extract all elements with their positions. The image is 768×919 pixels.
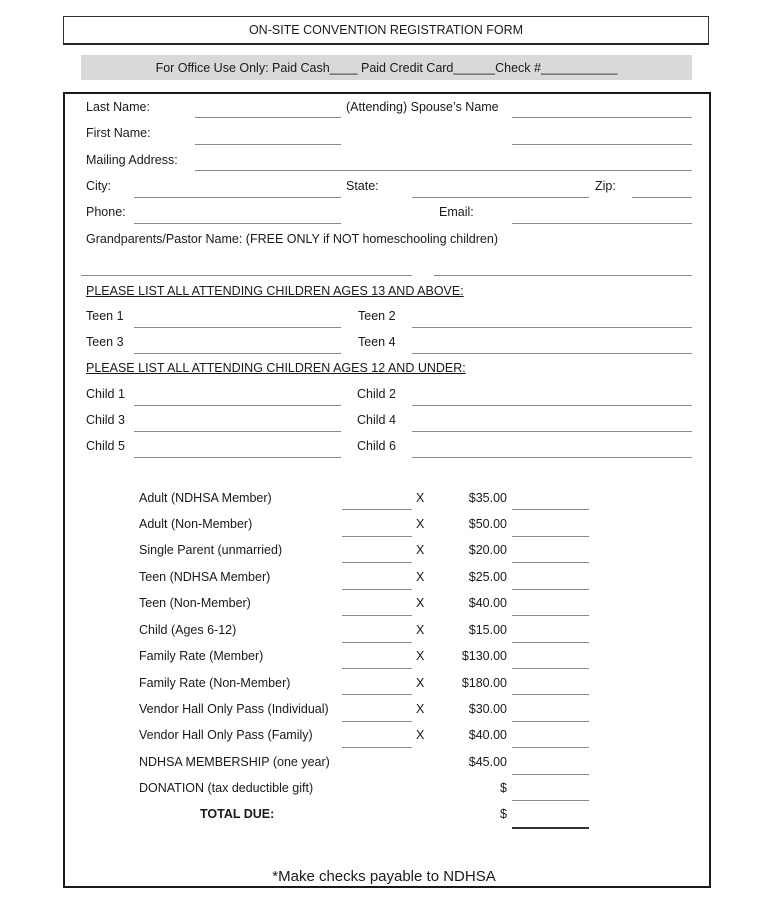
mailing-address-field[interactable] [195, 170, 692, 171]
child-5-label: Child 5 [86, 439, 125, 453]
teen-4-label: Teen 4 [358, 335, 396, 349]
grandparent-name-field-2[interactable] [434, 275, 692, 276]
fee-quantity-field[interactable] [342, 509, 412, 510]
total-due-field[interactable] [512, 827, 589, 829]
fee-subtotal-field[interactable] [512, 509, 589, 510]
fee-price: $180.00 [461, 676, 507, 690]
fee-label: Teen (NDHSA Member) [139, 570, 271, 584]
teen-3-field[interactable] [134, 353, 341, 354]
multiply-sign: X [416, 517, 425, 531]
teen-2-label: Teen 2 [358, 309, 396, 323]
child-6-label: Child 6 [357, 439, 396, 453]
child-4-label: Child 4 [357, 413, 396, 427]
form-title-box [63, 16, 709, 45]
donation-amount-field[interactable] [512, 800, 589, 801]
zip-field[interactable] [632, 197, 692, 198]
multiply-sign: X [416, 676, 425, 690]
fee-label: Teen (Non-Member) [139, 596, 251, 610]
city-field[interactable] [134, 197, 341, 198]
grandparents-label: Grandparents/Pastor Name: (FREE ONLY if NOT homeschooling children) [86, 232, 498, 246]
fee-quantity-field[interactable] [342, 642, 412, 643]
fee-subtotal-field[interactable] [512, 721, 589, 722]
fee-price: $15.00 [468, 623, 507, 637]
form-title: ON-SITE CONVENTION REGISTRATION FORM [248, 23, 524, 37]
membership-label: NDHSA MEMBERSHIP (one year) [139, 755, 330, 769]
state-label: State: [346, 179, 379, 193]
teen-1-field[interactable] [134, 327, 341, 328]
multiply-sign: X [416, 649, 425, 663]
teen-4-field[interactable] [412, 353, 692, 354]
fee-subtotal-field[interactable] [512, 589, 589, 590]
donation-currency: $ [500, 781, 507, 795]
fee-price: $20.00 [468, 543, 507, 557]
child-5-field[interactable] [134, 457, 341, 458]
child-1-label: Child 1 [86, 387, 125, 401]
fee-label: Single Parent (unmarried) [139, 543, 283, 557]
fee-quantity-field[interactable] [342, 668, 412, 669]
child-1-field[interactable] [134, 405, 341, 406]
fee-price: $130.00 [461, 649, 507, 663]
child-3-field[interactable] [134, 431, 341, 432]
spouse-name-field[interactable] [512, 117, 692, 118]
fee-subtotal-field[interactable] [512, 536, 589, 537]
fee-subtotal-field[interactable] [512, 562, 589, 563]
fee-label: Vendor Hall Only Pass (Family) [139, 728, 313, 742]
last-name-field[interactable] [195, 117, 341, 118]
fee-label: Child (Ages 6-12) [139, 623, 237, 637]
child-4-field[interactable] [412, 431, 692, 432]
child-2-field[interactable] [412, 405, 692, 406]
fee-price: $30.00 [468, 702, 507, 716]
grandparent-name-field-1[interactable] [81, 275, 412, 276]
multiply-sign: X [416, 491, 425, 505]
fee-label: Adult (NDHSA Member) [139, 491, 272, 505]
fee-quantity-field[interactable] [342, 721, 412, 722]
email-label: Email: [439, 205, 474, 219]
first-name-label: First Name: [86, 126, 151, 140]
fee-subtotal-field[interactable] [512, 642, 589, 643]
multiply-sign: X [416, 623, 425, 637]
fee-subtotal-field[interactable] [512, 615, 589, 616]
membership-subtotal-field[interactable] [512, 774, 589, 775]
teens-header: PLEASE LIST ALL ATTENDING CHILDREN AGES 13 AND ABOVE: [86, 284, 464, 298]
state-field[interactable] [412, 197, 589, 198]
multiply-sign: X [416, 728, 425, 742]
total-currency: $ [500, 807, 507, 821]
zip-label: Zip: [595, 179, 616, 193]
fee-price: $35.00 [468, 491, 507, 505]
fee-price: $50.00 [468, 517, 507, 531]
email-field[interactable] [512, 223, 692, 224]
multiply-sign: X [416, 702, 425, 716]
first-name-field[interactable] [195, 144, 341, 145]
mailing-address-label: Mailing Address: [86, 153, 178, 167]
membership-price: $45.00 [468, 755, 507, 769]
fee-quantity-field[interactable] [342, 747, 412, 748]
teen-1-label: Teen 1 [86, 309, 124, 323]
fee-label: Family Rate (Member) [139, 649, 264, 663]
fee-quantity-field[interactable] [342, 536, 412, 537]
fee-price: $25.00 [468, 570, 507, 584]
office-use-text: For Office Use Only: Paid Cash____ Paid Credit Card______Check #___________ [155, 61, 618, 75]
teen-3-label: Teen 3 [86, 335, 124, 349]
multiply-sign: X [416, 596, 425, 610]
teen-2-field[interactable] [412, 327, 692, 328]
fee-price: $40.00 [468, 728, 507, 742]
fee-quantity-field[interactable] [342, 562, 412, 563]
last-name-label: Last Name: [86, 100, 150, 114]
total-due-label: TOTAL DUE: [200, 807, 275, 821]
fee-quantity-field[interactable] [342, 615, 412, 616]
fee-price: $40.00 [468, 596, 507, 610]
multiply-sign: X [416, 570, 425, 584]
phone-label: Phone: [86, 205, 126, 219]
child-6-field[interactable] [412, 457, 692, 458]
phone-field[interactable] [134, 223, 341, 224]
footer-note: *Make checks payable to NDHSA [272, 868, 496, 885]
fee-label: Vendor Hall Only Pass (Individual) [139, 702, 329, 716]
child-2-label: Child 2 [357, 387, 396, 401]
fee-quantity-field[interactable] [342, 589, 412, 590]
multiply-sign: X [416, 543, 425, 557]
fee-subtotal-field[interactable] [512, 747, 589, 748]
city-label: City: [86, 179, 111, 193]
child-3-label: Child 3 [86, 413, 125, 427]
fee-quantity-field[interactable] [342, 694, 412, 695]
spouse-name-label: (Attending) Spouse’s Name [346, 100, 499, 114]
fee-label: Adult (Non-Member) [139, 517, 253, 531]
fee-subtotal-field[interactable] [512, 694, 589, 695]
fee-subtotal-field[interactable] [512, 668, 589, 669]
donation-label: DONATION (tax deductible gift) [139, 781, 314, 795]
spouse-first-name-field[interactable] [512, 144, 692, 145]
fee-label: Family Rate (Non-Member) [139, 676, 291, 690]
children-header: PLEASE LIST ALL ATTENDING CHILDREN AGES 12 AND UNDER: [86, 361, 466, 375]
office-use-bar [81, 55, 692, 80]
